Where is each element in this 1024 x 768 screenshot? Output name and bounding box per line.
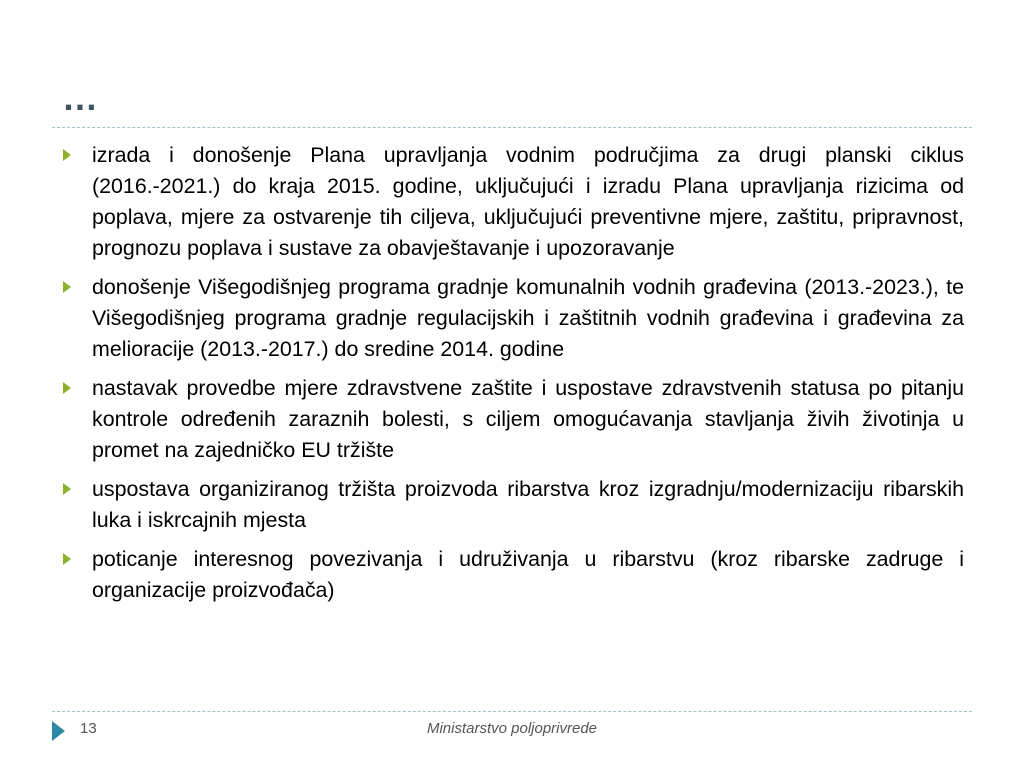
title-divider — [52, 127, 972, 128]
slide-number: 13 — [80, 720, 97, 737]
bullet-list — [60, 140, 964, 614]
triangle-right-icon — [63, 382, 71, 394]
triangle-right-icon — [63, 553, 71, 565]
bullet-item — [60, 544, 964, 606]
bullet-text: donošenje Višegodišnjeg programa gradnje komunalnih vodnih građevina (2013.-2023.), te Višegodišnjeg programa gradnje regulacijskih i zaštitnih vodnih građevina i građevina za melioracije (2013.-2017.) do sredine 2014. godine — [92, 275, 964, 361]
slide-title: … — [62, 77, 99, 118]
triangle-right-icon — [63, 281, 71, 293]
bullet-text: poticanje interesnog povezivanja i udruživanja u ribarstvu (kroz ribarske zadruge i organizacije proizvođača) — [92, 547, 964, 602]
bullet-item — [60, 373, 964, 466]
bullet-item — [60, 140, 964, 264]
bullet-item — [60, 474, 964, 536]
bullet-item — [60, 272, 964, 365]
triangle-right-icon — [63, 149, 71, 161]
bullet-text: uspostava organiziranog tržišta proizvoda ribarstva kroz izgradnju/modernizaciju ribarskih luka i iskrcajnih mjesta — [92, 477, 964, 532]
triangle-right-icon — [63, 483, 71, 495]
footer-divider — [52, 711, 972, 712]
bullet-text: izrada i donošenje Plana upravljanja vodnim područjima za drugi planski ciklus (2016.-2021.) do kraja 2015. godine, uključujući i izradu Plana upravljanja rizicima od poplava, mjere za ostvarenje tih ciljeva, uključujući preventivne mjere, zaštitu, pripravnost, prognozu poplava i sustave za obavještavanje i upozoravanje — [92, 143, 964, 260]
bullet-text: nastavak provedbe mjere zdravstvene zaštite i uspostave zdravstvenih statusa po pitanju kontrole određenih zaraznih bolesti, s ciljem omogućavanja stavljanja živih životinja u promet na zajedničko EU tržište — [92, 376, 964, 462]
footer-organization: Ministarstvo poljoprivrede — [426, 720, 598, 737]
